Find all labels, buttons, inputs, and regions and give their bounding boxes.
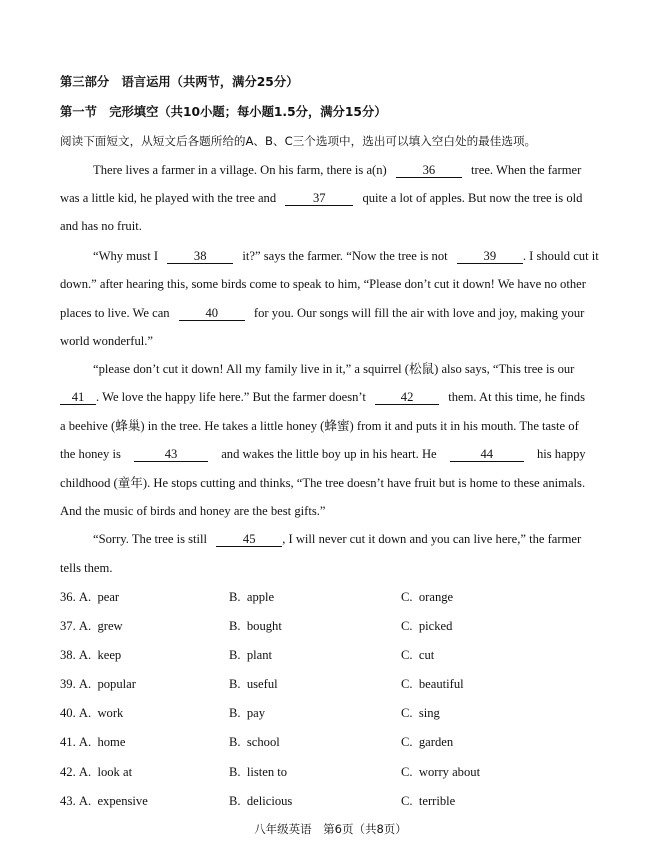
option-letter: C. <box>401 619 413 633</box>
text-run: , I will never cut it down and you can live here,” the farmer <box>282 532 582 546</box>
option-letter: B. <box>229 794 241 808</box>
option-a: home <box>97 735 126 749</box>
passage-line: world wonderful.” <box>60 334 154 348</box>
option-c-item <box>401 764 480 780</box>
text-run: tree. When the farmer <box>471 163 582 177</box>
option-a: expensive <box>97 794 148 808</box>
option-letter: A. <box>78 794 92 808</box>
option-letter: B. <box>229 735 241 749</box>
blank-45: 45 <box>216 533 282 547</box>
option-b-item <box>229 647 272 663</box>
option-b: plant <box>246 648 273 662</box>
option-b-item <box>229 589 274 605</box>
option-a: keep <box>97 648 122 662</box>
option-letter: A. <box>78 590 92 604</box>
page-footer: 八年级英语 第6页（共8页） <box>254 822 407 836</box>
option-a: grew <box>97 619 123 633</box>
passage-line <box>93 531 581 547</box>
option-letter: B. <box>229 677 241 691</box>
option-c: garden <box>418 735 454 749</box>
option-c-item <box>401 589 453 605</box>
option-a: work <box>97 706 124 720</box>
option-letter: B. <box>229 619 241 633</box>
option-letter: C. <box>401 706 413 720</box>
question-item <box>60 647 121 663</box>
option-b: school <box>246 735 280 749</box>
option-b: apple <box>246 590 275 604</box>
option-c: cut <box>418 648 435 662</box>
question-number: 38. <box>60 648 76 662</box>
option-letter: A. <box>78 706 92 720</box>
option-letter: A. <box>78 648 92 662</box>
passage-line: and has no fruit. <box>60 219 142 233</box>
text-run: . We love the happy life here.” But the farmer doesn’t <box>96 390 366 404</box>
option-letter: A. <box>78 765 92 779</box>
question-item <box>60 676 136 692</box>
passage-line: down.” after hearing this, some birds come to speak to him, “Please don’t cut it down! We have no other <box>60 277 586 291</box>
option-c-item <box>401 793 455 809</box>
option-letter: B. <box>229 648 241 662</box>
text-run: There lives a farmer in a village. On his farm, there is a(n) <box>93 163 387 177</box>
passage-line <box>93 248 599 264</box>
option-c-item <box>401 618 452 634</box>
option-c-item <box>401 705 440 721</box>
option-letter: B. <box>229 590 241 604</box>
option-letter: C. <box>401 677 413 691</box>
option-a: pear <box>97 590 120 604</box>
option-letter: A. <box>78 677 92 691</box>
option-a: look at <box>97 765 133 779</box>
text-run: . I should cut it <box>522 249 599 263</box>
option-letter: A. <box>78 619 92 633</box>
option-b-item <box>229 734 280 750</box>
option-letter: C. <box>401 590 413 604</box>
blank-42: 42 <box>375 391 439 405</box>
passage-line <box>93 162 581 178</box>
passage-line: And the music of birds and honey are the best gifts.” <box>60 504 326 518</box>
passage-line: tells them. <box>60 561 113 575</box>
passage-line: “please don’t cut it down! All my family live in it,” a squirrel (松鼠) also says, “This tree is our <box>93 362 575 376</box>
text-run: “Sorry. The tree is still <box>93 532 208 546</box>
passage-line <box>60 446 586 462</box>
question-item <box>60 705 123 721</box>
question-number: 42. <box>60 765 76 779</box>
option-c: orange <box>418 590 454 604</box>
question-number: 36. <box>60 590 76 604</box>
question-number: 37. <box>60 619 76 633</box>
option-b: useful <box>246 677 278 691</box>
text-run: “Why must I <box>93 249 159 263</box>
option-b-item <box>229 618 282 634</box>
option-c-item <box>401 734 453 750</box>
question-number: 43. <box>60 794 76 808</box>
text-run: his happy <box>536 447 586 461</box>
question-number: 40. <box>60 706 76 720</box>
blank-38: 38 <box>167 250 233 264</box>
option-letter: B. <box>229 765 241 779</box>
option-b-item <box>229 764 287 780</box>
text-run: quite a lot of apples. But now the tree is old <box>362 191 583 205</box>
question-item <box>60 793 148 809</box>
text-run: the honey is <box>60 447 121 461</box>
passage-line <box>60 305 584 321</box>
question-item <box>60 764 132 780</box>
blank-44: 44 <box>450 448 524 462</box>
option-b-item <box>229 705 265 721</box>
instructions: 阅读下面短文，从短文后各题所给的A、B、C三个选项中，选出可以填入空白处的最佳选项。 <box>60 134 537 148</box>
subsection-title: 第一节 完形填空（共10小题；每小题1.5分，满分15分） <box>60 105 387 119</box>
option-c: picked <box>418 619 453 633</box>
option-a: popular <box>97 677 136 691</box>
passage-line <box>60 389 585 405</box>
option-c: beautiful <box>418 677 464 691</box>
blank-43: 43 <box>134 448 208 462</box>
option-letter: C. <box>401 765 413 779</box>
option-b: pay <box>246 706 266 720</box>
option-b: delicious <box>246 794 293 808</box>
question-number: 39. <box>60 677 76 691</box>
text-run: and wakes the little boy up in his heart. He <box>221 447 437 461</box>
text-run: was a little kid, he played with the tree and <box>60 191 277 205</box>
question-item <box>60 618 123 634</box>
option-letter: B. <box>229 706 241 720</box>
text-run: for you. Our songs will fill the air with love and joy, making your <box>253 306 585 320</box>
option-letter: C. <box>401 794 413 808</box>
question-item <box>60 589 119 605</box>
option-c-item <box>401 647 434 663</box>
option-c: worry about <box>418 765 481 779</box>
question-number: 41. <box>60 735 76 749</box>
option-letter: A. <box>78 735 92 749</box>
passage-line: a beehive (蜂巢) in the tree. He takes a little honey (蜂蜜) from it and puts it in his mouth. The taste of <box>60 419 579 433</box>
option-c-item <box>401 676 464 692</box>
passage-line: childhood (童年). He stops cutting and thinks, “The tree doesn’t have fruit but is home to these animals. <box>60 476 586 490</box>
option-b: listen to <box>246 765 288 779</box>
option-b: bought <box>246 619 282 633</box>
blank-41: 41 <box>60 391 96 405</box>
passage-line <box>60 190 582 206</box>
text-run: places to live. We can <box>60 306 170 320</box>
section-title: 第三部分 语言运用（共两节，满分25分） <box>60 75 299 89</box>
blank-37: 37 <box>285 192 353 206</box>
blank-36: 36 <box>396 164 462 178</box>
option-b-item <box>229 793 292 809</box>
blank-39: 39 <box>457 250 523 264</box>
text-run: them. At this time, he finds <box>448 390 585 404</box>
option-c: terrible <box>418 794 456 808</box>
text-run: it?” says the farmer. “Now the tree is not <box>242 249 448 263</box>
option-b-item <box>229 676 278 692</box>
question-item <box>60 734 125 750</box>
option-c: sing <box>418 706 440 720</box>
blank-40: 40 <box>179 307 245 321</box>
option-letter: C. <box>401 735 413 749</box>
option-letter: C. <box>401 648 413 662</box>
